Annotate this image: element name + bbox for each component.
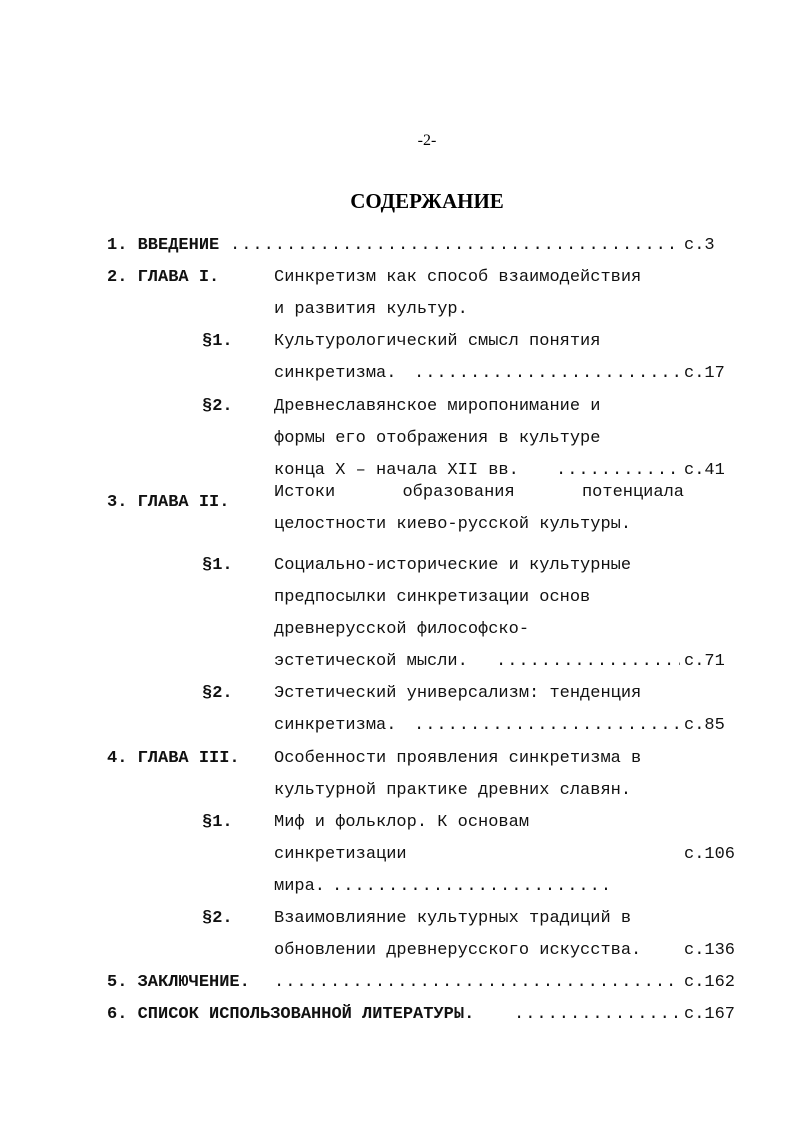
leader-dots [414, 716, 680, 736]
leader-dots [230, 236, 680, 256]
section-title-line[interactable]: Миф и фольклор. К основам [274, 813, 530, 832]
leader-dots [514, 1005, 680, 1025]
toc-number: 2. [107, 268, 128, 287]
page-number: -2- [417, 132, 437, 149]
chapter-2-title-line [274, 483, 684, 503]
section-title-line[interactable]: конца X – начала XII вв. [274, 461, 519, 480]
leader-dots [556, 461, 680, 481]
page-ref: с.167 [684, 1005, 736, 1024]
section-title-line[interactable]: Взаимовлияние культурных традиций в [274, 909, 632, 928]
section-title-line[interactable]: формы его отображения в культуре [274, 429, 601, 448]
page-ref: с.71 [684, 652, 725, 671]
section-title-line[interactable]: Культурологический смысл понятия [274, 332, 601, 351]
toc-number: 3. [107, 493, 128, 512]
toc-label: ГЛАВА III. [137, 749, 240, 768]
toc-number: 5. [107, 973, 128, 992]
chapter-1-title-line: Синкретизм как способ взаимодействия [274, 268, 642, 287]
page-ref: с.136 [684, 941, 736, 960]
chapter-3-title-line: культурной практике древних славян. [274, 781, 632, 800]
page-ref: с.106 [684, 845, 736, 864]
section-title-line[interactable]: эстетической мысли. [274, 652, 468, 671]
toc-label: ГЛАВА I. [137, 268, 220, 287]
word: потенциала [581, 483, 684, 502]
page-ref: с.85 [684, 716, 725, 735]
toc-chapter-1[interactable] [107, 268, 219, 288]
section-title-line[interactable]: Эстетический универсализм: тенденция [274, 684, 642, 703]
section-title-line[interactable]: синкретизма. [274, 716, 397, 735]
toc-number: 4. [107, 749, 128, 768]
toc-intro-entry[interactable] [107, 236, 219, 256]
toc-number: 6. [107, 1005, 128, 1024]
chapter-1-title-line: и развития культур. [274, 300, 468, 319]
page-ref: с.3 [684, 236, 715, 255]
section-mark: §1. [202, 332, 233, 351]
toc-bibliography-entry[interactable] [107, 1005, 474, 1025]
section-mark: §1. [202, 813, 233, 832]
word: образования [402, 483, 515, 502]
section-mark: §1. [202, 556, 233, 575]
leader-dots [274, 973, 680, 993]
word: Истоки [274, 483, 336, 502]
section-mark: §2. [202, 684, 233, 703]
section-title-line[interactable]: синкретизации [274, 845, 407, 864]
section-title-line[interactable]: древнерусской философско- [274, 620, 530, 639]
chapter-2-title-line: целостности киево-русской культуры. [274, 515, 632, 534]
toc-chapter-2[interactable] [107, 493, 229, 513]
section-title-line[interactable]: Древнеславянское миропонимание и [274, 397, 601, 416]
page-ref: с.41 [684, 461, 725, 480]
section-title-line[interactable]: Социально-исторические и культурные [274, 556, 632, 575]
toc-chapter-3[interactable] [107, 749, 240, 769]
section-mark: §2. [202, 397, 233, 416]
leader-dots [496, 652, 680, 672]
leader-dots [332, 877, 610, 897]
toc-label: ГЛАВА II. [137, 493, 230, 512]
toc-label: ЗАКЛЮЧЕНИЕ. [137, 973, 250, 992]
page-title: СОДЕРЖАНИЕ [350, 189, 504, 213]
section-title-line[interactable]: мира. [274, 877, 326, 896]
chapter-3-title-line: Особенности проявления синкретизма в [274, 749, 642, 768]
toc-label: ВВЕДЕНИЕ [137, 236, 220, 255]
leader-dots [414, 364, 680, 384]
toc-label: СПИСОК ИСПОЛЬЗОВАННОЙ ЛИТЕРАТУРЫ. [137, 1005, 475, 1024]
section-mark: §2. [202, 909, 233, 928]
section-title-line[interactable]: предпосылки синкретизации основ [274, 588, 591, 607]
page-ref: с.17 [684, 364, 725, 383]
toc-number: 1. [107, 236, 128, 255]
section-title-line[interactable]: обновлении древнерусского искусства. [274, 941, 642, 960]
page-ref: с.162 [684, 973, 736, 992]
toc-conclusion-entry[interactable] [107, 973, 250, 993]
section-title-line[interactable]: синкретизма. [274, 364, 397, 383]
